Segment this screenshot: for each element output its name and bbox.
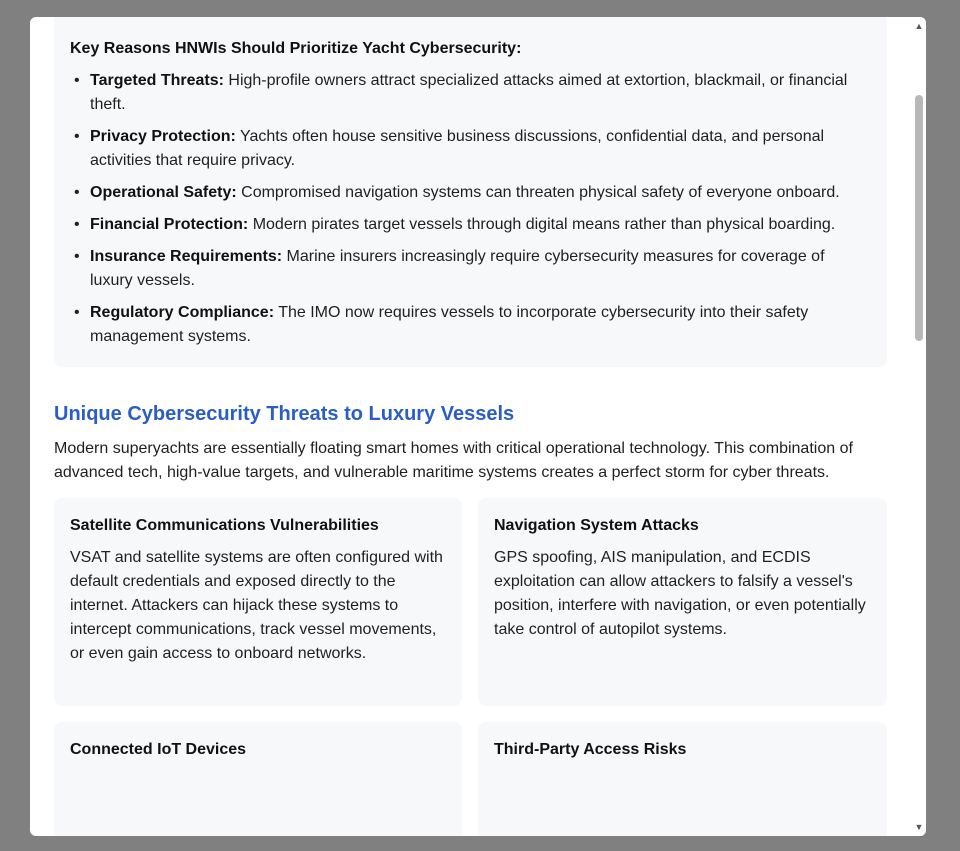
list-item-text: Modern pirates target vessels through digital means rather than physical boarding. — [248, 216, 836, 233]
modal-dialog — [30, 17, 926, 836]
bullet-icon: • — [74, 304, 80, 321]
list-item-label: Insurance Requirements: — [90, 248, 283, 265]
section-intro: Modern superyachts are essentially floating smart homes with critical operational technology. This combination of advanced tech, high-value targets, and vulnerable maritime systems creates a perfect storm for cyber threats. — [54, 440, 853, 481]
list-item-text: Marine insurers increasingly require cybersecurity measures for coverage of luxury vessels. — [90, 248, 825, 289]
list-item-label: Privacy Protection: — [90, 128, 236, 145]
list-item — [70, 213, 871, 237]
scroll-down-icon[interactable]: ▼ — [914, 822, 924, 832]
threat-card — [478, 722, 887, 836]
card-title: Connected IoT Devices — [70, 741, 247, 758]
article-body — [54, 17, 887, 836]
list-item-text: The IMO now requires vessels to incorporate cybersecurity into their safety management systems. — [90, 304, 809, 345]
list-item — [70, 245, 871, 293]
threat-card — [54, 498, 462, 706]
vertical-scrollbar[interactable] — [912, 17, 926, 836]
key-reasons-box — [54, 17, 887, 367]
key-reasons-title: Key Reasons HNWIs Should Prioritize Yacht Cybersecurity: — [70, 40, 522, 57]
list-item — [70, 69, 871, 117]
threat-card — [54, 722, 462, 836]
list-item — [70, 181, 871, 205]
list-item — [70, 301, 871, 349]
bullet-icon: • — [74, 128, 80, 145]
modal-content — [30, 17, 912, 836]
card-body: VSAT and satellite systems are often configured with default credentials and exposed directly to the internet. Attackers can hijack these systems to intercept communications, track vessel movements, or even gain access to onboard networks. — [70, 549, 443, 662]
bullet-icon: • — [74, 216, 80, 233]
list-item-text: High-profile owners attract specialized attacks aimed at extortion, blackmail, or financial theft. — [90, 72, 848, 113]
key-reasons-list — [70, 69, 871, 349]
list-item-label: Operational Safety: — [90, 184, 237, 201]
list-item — [70, 125, 871, 173]
threat-card — [478, 498, 887, 706]
list-item-label: Targeted Threats: — [90, 72, 224, 89]
bullet-icon: • — [74, 184, 80, 201]
list-item-label: Regulatory Compliance: — [90, 304, 275, 321]
card-title: Navigation System Attacks — [494, 517, 699, 534]
card-title: Third-Party Access Risks — [494, 741, 687, 758]
bullet-icon: • — [74, 248, 80, 265]
threat-cards-grid — [54, 498, 887, 836]
list-item-text: Compromised navigation systems can threaten physical safety of everyone onboard. — [236, 184, 840, 201]
list-item-label: Financial Protection: — [90, 216, 249, 233]
card-body: GPS spoofing, AIS manipulation, and ECDIS exploitation can allow attackers to falsify a vessel's position, interfere with navigation, or even potentially take control of autopilot systems. — [494, 549, 866, 638]
card-title: Satellite Communications Vulnerabilities — [70, 517, 379, 534]
scrollbar-thumb[interactable] — [915, 95, 923, 341]
bullet-icon: • — [74, 72, 80, 89]
list-item-text: Yachts often house sensitive business discussions, confidential data, and personal activities that require privacy. — [90, 128, 825, 169]
scroll-up-icon[interactable]: ▲ — [914, 21, 924, 31]
section-title: Unique Cybersecurity Threats to Luxury Vessels — [54, 403, 515, 425]
